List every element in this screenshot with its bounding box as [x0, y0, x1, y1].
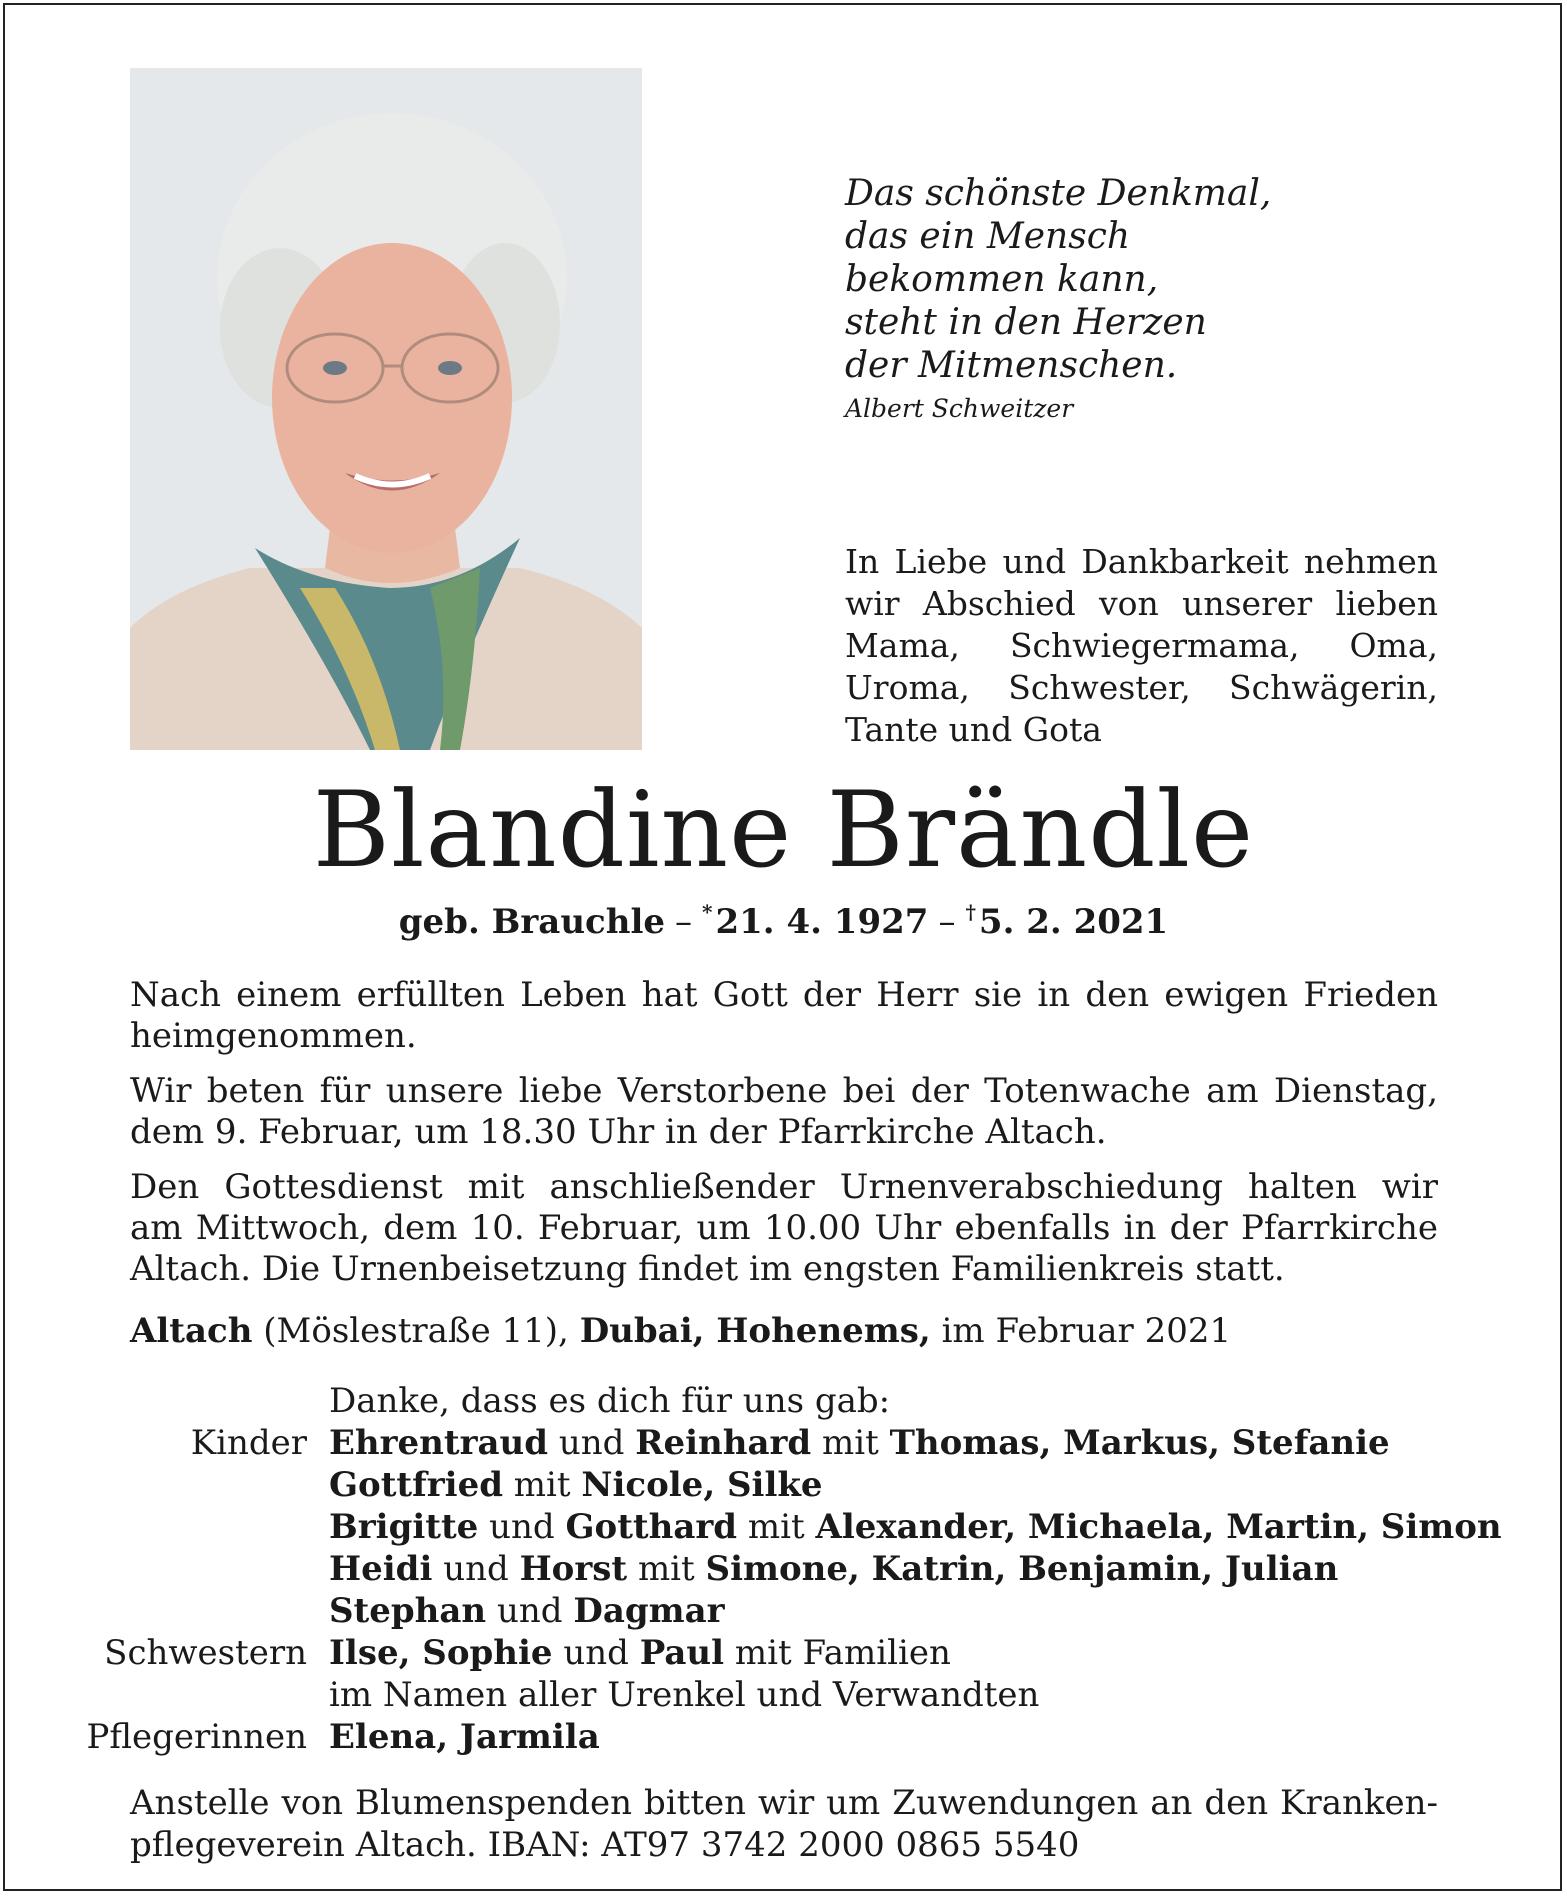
address: (Möslestraße 11),	[263, 1311, 569, 1351]
farewell-intro	[845, 541, 1438, 751]
memorial-quote	[845, 172, 1405, 387]
separator: –	[938, 902, 956, 942]
quote-line: das ein Mensch	[845, 216, 1131, 257]
birth-date: 21. 4. 1927	[715, 902, 929, 942]
paragraph	[130, 1071, 1438, 1153]
paragraph-line: dem 9. Februar, um 18.30 Uhr in der Pfarrkirche Altach.	[130, 1112, 1107, 1152]
kinder-line: Heidi und Horst mit Simone, Katrin, Benjamin, Julian	[329, 1549, 1339, 1589]
announcement-body	[130, 975, 1438, 1304]
paragraph-line: Wir beten für unsere liebe Verstorbene bei der Totenwache am Dienstag,	[130, 1071, 1438, 1111]
paragraph-line: heimgenommen.	[130, 1016, 417, 1056]
pflege-label: Pflegerinnen	[86, 1717, 307, 1757]
life-dates	[0, 900, 1567, 942]
paragraph-line: Altach. Die Urnenbeisetzung findet im engsten Familienkreis statt.	[130, 1249, 1285, 1289]
death-symbol: †	[965, 900, 976, 924]
kinder-line: Ehrentraud und Reinhard mit Thomas, Markus, Stefanie	[329, 1423, 1390, 1463]
deceased-name: Blandine Brändle	[312, 769, 1255, 891]
schwestern-line: Ilse, Sophie und Paul mit Familien	[329, 1633, 951, 1673]
maiden-name: geb. Brauchle	[398, 902, 666, 942]
urenkel-text: im Namen aller Urenkel und Verwandten	[329, 1675, 1040, 1715]
kinder-line: Gottfried mit Nicole, Silke	[329, 1465, 823, 1505]
death-date: 5. 2. 2021	[978, 902, 1169, 942]
paragraph-line: am Mittwoch, dem 10. Februar, um 10.00 Uhr ebenfalls in der Pfarrkirche	[130, 1208, 1438, 1248]
intro-line: Uroma, Schwester, Schwägerin,	[845, 668, 1438, 707]
town: Altach	[130, 1311, 253, 1351]
portrait-photo	[130, 68, 642, 750]
paragraph	[130, 1167, 1438, 1290]
quote-line: steht in den Herzen	[845, 302, 1207, 343]
intro-line: wir Abschied von unserer lieben	[845, 584, 1438, 623]
intro-line: Tante und Gota	[845, 710, 1102, 749]
other-places: Dubai, Hohenems,	[579, 1311, 931, 1351]
closing-line: pflegeverein Altach. IBAN: AT97 3742 2000 0865 5540	[130, 1825, 1080, 1865]
paragraph-line: Nach einem erfüllten Leben hat Gott der Herr sie in den ewigen Frieden	[130, 975, 1438, 1015]
intro-line: In Liebe und Dankbarkeit nehmen	[845, 542, 1438, 581]
quote-author: Albert Schweitzer	[845, 394, 1074, 423]
quote-line: bekommen kann,	[845, 259, 1159, 300]
month-year: im Februar 2021	[941, 1311, 1232, 1351]
thanks-text: Danke, dass es dich für uns gab:	[329, 1381, 891, 1421]
donation-note	[130, 1782, 1438, 1866]
birth-symbol: *	[702, 900, 713, 924]
quote-line: der Mitmenschen.	[845, 345, 1178, 386]
kinder-label: Kinder	[190, 1423, 307, 1463]
paragraph	[130, 975, 1438, 1057]
paragraph-line: Den Gottesdienst mit anschließender Urnenverabschiedung halten wir	[130, 1167, 1438, 1207]
quote-line: Das schönste Denkmal,	[845, 173, 1272, 214]
closing-line: Anstelle von Blumenspenden bitten wir um Zuwendungen an den Kranken-	[130, 1783, 1438, 1823]
pflege-names: Elena, Jarmila	[329, 1717, 600, 1757]
kinder-line: Brigitte und Gotthard mit Alexander, Michaela, Martin, Simon	[329, 1507, 1502, 1547]
separator: –	[675, 902, 693, 942]
kinder-line: Stephan und Dagmar	[329, 1591, 725, 1631]
schwestern-label: Schwestern	[104, 1633, 307, 1673]
intro-line: Mama, Schwiegermama, Oma,	[845, 626, 1438, 665]
portrait-image	[130, 68, 642, 750]
place-and-date	[130, 1311, 1231, 1351]
